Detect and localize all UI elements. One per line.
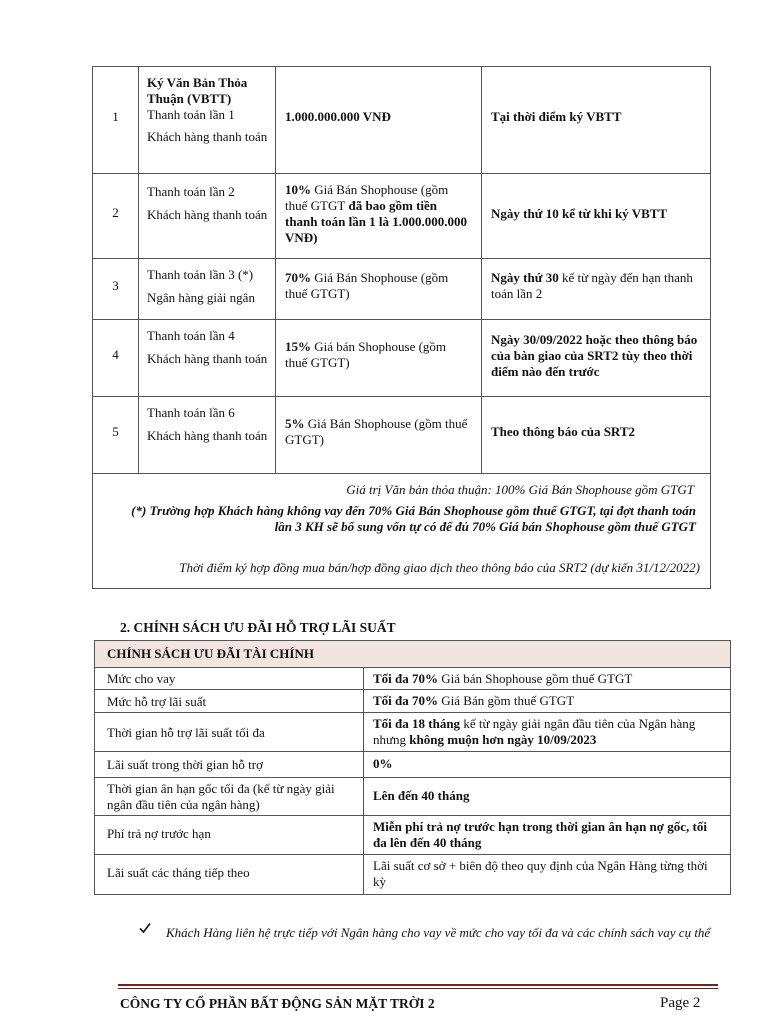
payment-desc-cell: [138, 319, 276, 397]
policy-value: Tối đa 18 tháng kể từ ngày giải ngân đầu tiên của Ngân hàng nhưng không muộn hơn ngày 10/09/2023: [363, 712, 731, 752]
row-number-cell: [92, 319, 139, 397]
payment-amount: 1.000.000.000 VNĐ: [285, 109, 391, 124]
payment-amount-cell: [275, 66, 482, 174]
policy-label: Lãi suất trong thời gian hỗ trợ: [94, 751, 364, 778]
payment-time: Tại thời điểm ký VBTT: [491, 109, 622, 124]
payment-desc-line: Thanh toán lần 2: [147, 184, 235, 199]
payment-desc-title: Ký Văn Bản Thỏa Thuận (VBTT): [147, 75, 248, 106]
row-number: 1: [112, 109, 119, 124]
policy-label: Lãi suất các tháng tiếp theo: [94, 854, 364, 895]
payment-time: Theo thông báo của SRT2: [491, 424, 636, 439]
schedule-note-total: Giá trị Văn bản thỏa thuận: 100% Giá Bán Shophouse gồm GTGT: [346, 482, 694, 497]
footer-company: CÔNG TY CỔ PHẦN BẤT ĐỘNG SẢN MẶT TRỜI 2: [120, 996, 435, 1011]
row-number-cell: [92, 173, 139, 259]
row-number-cell: [92, 396, 139, 474]
payment-time-cell: [481, 319, 711, 397]
payment-desc-line: Khách hàng thanh toán: [147, 351, 268, 366]
policy-value: Tối đa 70% Giá Bán gồm thuế GTGT: [363, 689, 731, 713]
row-number: 5: [112, 424, 119, 439]
payment-desc-line: Thanh toán lần 4: [147, 328, 235, 343]
payment-amount: 5% Giá Bán Shophouse (gồm thuế GTGT): [285, 416, 468, 447]
policy-label: Mức hỗ trợ lãi suất: [94, 689, 364, 713]
row-number: 4: [112, 347, 119, 362]
payment-amount: 70% Giá Bán Shophouse (gồm thuế GTGT): [285, 270, 449, 301]
policy-label: Thời gian hỗ trợ lãi suất tối đa: [94, 712, 364, 752]
payment-time: Ngày 30/09/2022 hoặc theo thông báo của bàn giao của SRT2 tùy theo thời điểm nào đến trước: [491, 332, 698, 379]
policy-value: Lãi suất cơ sở + biên độ theo quy định của Ngân Hàng từng thời kỳ: [363, 854, 731, 895]
policy-label: Phí trả nợ trước hạn: [94, 815, 364, 855]
schedule-note-contract: Thời điểm ký hợp đồng mua bán/hợp đồng giao dịch theo thông báo của SRT2 (dự kiến 31/12/2022): [179, 560, 700, 575]
footer-rule: [118, 984, 718, 986]
payment-desc-line: Thanh toán lần 6: [147, 405, 235, 420]
policy-value: Lên đến 40 tháng: [363, 777, 731, 816]
payment-desc-line: Thanh toán lần 3 (*): [147, 267, 254, 282]
payment-amount: 15% Giá bán Shophouse (gồm thuế GTGT): [285, 339, 447, 370]
footer-rule-thin: [118, 988, 718, 989]
policy-value: Tối đa 70% Giá bán Shophouse gồm thuế GTGT: [363, 667, 731, 690]
row-number-cell: [92, 258, 139, 320]
payment-time-cell: [481, 396, 711, 474]
row-number-cell: [92, 66, 139, 174]
row-number: 2: [112, 205, 119, 220]
payment-desc-cell: [138, 396, 276, 474]
payment-amount-cell: [275, 173, 482, 259]
policy-value: Miễn phí trả nợ trước hạn trong thời gian ân hạn nợ gốc, tối đa lên đến 40 tháng: [363, 815, 731, 855]
policy-label: Thời gian ân hạn gốc tối đa (kể từ ngày giải ngân đầu tiên của ngân hàng): [94, 777, 364, 816]
payment-amount-cell: [275, 258, 482, 320]
payment-desc-line: Khách hàng thanh toán: [147, 428, 268, 443]
payment-desc-line: Thanh toán lần 1: [147, 107, 235, 122]
payment-time-cell: [481, 66, 711, 174]
policy-value: 0%: [363, 751, 731, 778]
schedule-note-loan: (*) Trường hợp Khách hàng không vay đến 70% Giá Bán Shophouse gồm thuế GTGT, tại đợt thanh toán lần 3 KH sẽ bổ sung vốn tự có để đủ 70% Giá bán Shophouse gồm thuế GTGT: [131, 503, 696, 534]
payment-desc-cell: [138, 66, 276, 174]
policy-label: Mức cho vay: [94, 667, 364, 690]
payment-time-cell: [481, 258, 711, 320]
checkmark-icon: [139, 922, 151, 938]
page-number: Page 2: [660, 995, 701, 1011]
section-heading: 2. CHÍNH SÁCH ƯU ĐÃI HỖ TRỢ LÃI SUẤT: [120, 620, 396, 635]
payment-desc-cell: [138, 258, 276, 320]
payment-amount: 10% Giá Bán Shophouse (gồm thuế GTGT đã bao gồm tiền thanh toán lần 1 là 1.000.000.000 VNĐ): [285, 182, 468, 245]
payment-desc-cell: [138, 173, 276, 259]
row-number: 3: [112, 278, 119, 293]
payment-amount-cell: [275, 319, 482, 397]
payment-amount-cell: [275, 396, 482, 474]
payment-time: Ngày thứ 30 kể từ ngày đến hạn thanh toán lần 2: [491, 270, 693, 301]
payment-desc-line: Khách hàng thanh toán: [147, 129, 268, 144]
payment-desc-line: Ngân hàng giải ngân: [147, 290, 255, 305]
payment-time-cell: [481, 173, 711, 259]
payment-time: Ngày thứ 10 kể từ khi ký VBTT: [491, 206, 668, 221]
finance-table-header: CHÍNH SÁCH ƯU ĐÃI TÀI CHÍNH: [94, 640, 731, 668]
schedule-notes-cell: [92, 473, 711, 589]
payment-desc-line: Khách hàng thanh toán: [147, 207, 268, 222]
bullet-note: Khách Hàng liên hệ trực tiếp với Ngân hàng cho vay về mức cho vay tối đa và các chính sách vay cụ thể: [166, 925, 711, 940]
